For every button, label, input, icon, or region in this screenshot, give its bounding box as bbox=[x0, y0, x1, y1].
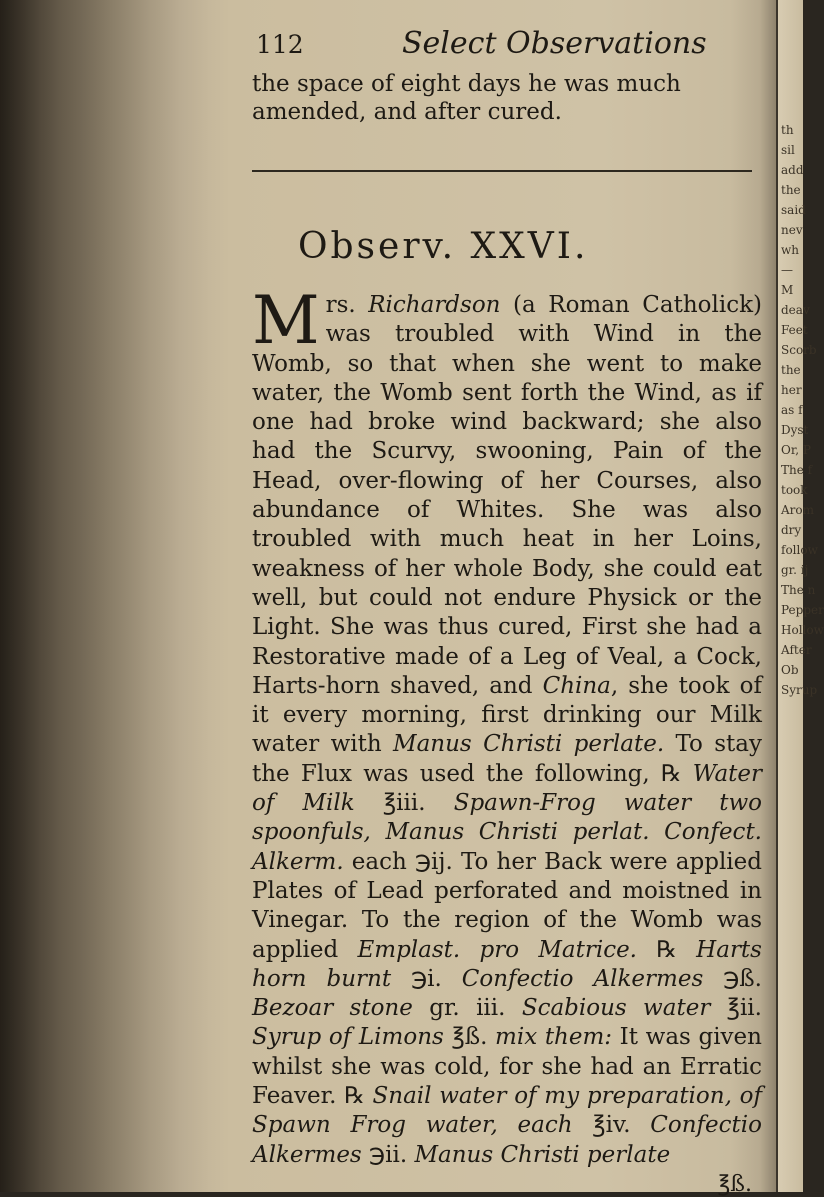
previous-paragraph-end: the space of eight days he was much amended, and after cured. bbox=[252, 71, 681, 125]
adjacent-page-fragment: Feet bbox=[781, 323, 808, 337]
adjacent-page-fragment: th bbox=[781, 123, 794, 137]
drop-cap: M bbox=[252, 282, 320, 359]
text-segment: ℈ii. bbox=[361, 1141, 415, 1168]
adjacent-page-fragment: nev bbox=[781, 223, 803, 237]
adjacent-page-fragment: dry bbox=[781, 523, 802, 537]
text-segment: each ℈ij. To her Back were applied Plates of Lead perforated and moistned in Vinegar. To the region of the Womb was applied bbox=[252, 848, 762, 963]
text-segment: ℥iii. bbox=[354, 790, 454, 817]
italic-text-segment: Spawn-Frog water two spoonfuls, Manus Christi perlat. Confect. Alkerm. bbox=[252, 790, 762, 875]
italic-text-segment: Snail water of my preparation, of Spawn Frog water, each bbox=[252, 1083, 762, 1139]
adjacent-page-fragment: Pepper bbox=[781, 603, 824, 617]
text-segment: gr. iii. bbox=[412, 995, 522, 1022]
italic-text-segment: Manus Christi perlate. bbox=[393, 731, 665, 758]
page-number: 112 bbox=[256, 30, 304, 59]
adjacent-page-fragment: Ob bbox=[781, 663, 799, 677]
italic-text-segment: Bezoar stone bbox=[252, 995, 413, 1022]
running-title: Select Observations bbox=[402, 26, 707, 61]
adjacent-page-fragment: Or, P bbox=[781, 443, 811, 457]
adjacent-page-fragment: the bbox=[781, 183, 801, 197]
observation-text bbox=[252, 282, 763, 1168]
adjacent-page-fragment: as f bbox=[781, 403, 803, 417]
italic-text-segment: Syrup of Limons bbox=[252, 1024, 444, 1051]
italic-text-segment: Manus Christi perlate bbox=[414, 1141, 671, 1168]
catchword: ℥ß. bbox=[717, 1171, 752, 1197]
italic-text-segment: China bbox=[542, 672, 611, 699]
observation-body bbox=[252, 282, 763, 1170]
book-page bbox=[252, 26, 770, 1197]
adjacent-page-fragment: wh bbox=[781, 243, 799, 257]
text-segment: ℞ bbox=[637, 936, 697, 963]
italic-text-segment: Confectio Alkermes bbox=[252, 1112, 762, 1168]
italic-text-segment: Emplast. pro Matrice. bbox=[357, 936, 637, 963]
adjacent-page-fragment: took bbox=[781, 483, 808, 497]
adjacent-page-fragment: The n bbox=[781, 583, 816, 597]
adjacent-page-fragment: — bbox=[781, 263, 793, 277]
adjacent-page-edge bbox=[776, 0, 824, 1192]
adjacent-page-fragment: After bbox=[781, 643, 812, 657]
italic-text-segment: Richardson bbox=[368, 292, 501, 318]
text-segment: ℈i. bbox=[391, 965, 462, 992]
adjacent-page-fragment: deav bbox=[781, 303, 810, 317]
adjacent-page-fragments bbox=[781, 120, 824, 700]
adjacent-page-fragment: gr. ij bbox=[781, 563, 809, 577]
text-segment: To stay the Flux was used the following, ℞ bbox=[252, 731, 763, 787]
adjacent-page-fragment: the bbox=[781, 363, 801, 377]
adjacent-page-fragment: said bbox=[781, 203, 806, 217]
page-header bbox=[252, 26, 770, 70]
adjacent-page-fragment: M bbox=[781, 283, 794, 297]
text-segment: ℈ß. bbox=[703, 965, 762, 992]
italic-text-segment: Harts horn burnt bbox=[252, 936, 762, 992]
italic-text-segment: mix them: bbox=[495, 1024, 613, 1051]
text-segment: , she took of it every morning, first drinking our Milk water with bbox=[252, 672, 762, 758]
text-segment: ℥ii. bbox=[710, 995, 762, 1022]
adjacent-page-fragment: add bbox=[781, 163, 804, 177]
adjacent-page-fragment: sil bbox=[781, 143, 795, 157]
italic-text-segment: Water of Milk bbox=[252, 760, 762, 817]
text-segment: (a Roman Catholick) was troubled with Wind in the Womb, so that when she went to make water, the Womb sent forth the Wind, as if one had broke wind backward; she also had the Scurvy, swooning, Pain of the Head, over-flowing of her Courses, also abundance of Whites. She was also troubled with much heat in her Loins, weakness of her whole Body, she could eat well, but could not endure Physick or the Light. She was thus cured, First she had a Restorative made of a Leg of Veal, a Cock, Harts-horn shaved, and bbox=[252, 292, 762, 699]
adjacent-page-fragment: Hollow bbox=[781, 623, 824, 637]
adjacent-page-fragment: Arom bbox=[781, 503, 815, 517]
adjacent-page-fragment: her bbox=[781, 383, 802, 397]
adjacent-page-fragment: Dyst bbox=[781, 423, 809, 437]
text-segment: It was given whilst she was cold, for she had an Erratic Feaver. ℞ bbox=[252, 1024, 762, 1110]
text-segment: rs. bbox=[325, 292, 369, 318]
observation-heading: Observ. XXVI. bbox=[298, 226, 589, 267]
text-segment: ℥ß. bbox=[443, 1024, 496, 1051]
page-gutter-shadow bbox=[0, 0, 210, 1192]
adjacent-page-fragment: Syrup bbox=[781, 683, 818, 697]
italic-text-segment: Scabious water bbox=[521, 995, 711, 1022]
adjacent-page-fragment: The f bbox=[781, 463, 813, 477]
text-segment: ℥iv. bbox=[572, 1112, 651, 1139]
adjacent-page-fragment: Scorb bbox=[781, 343, 817, 357]
italic-text-segment: Confectio Alkermes bbox=[461, 965, 704, 992]
adjacent-page-fragment: follow bbox=[781, 543, 818, 557]
section-divider bbox=[252, 170, 752, 172]
